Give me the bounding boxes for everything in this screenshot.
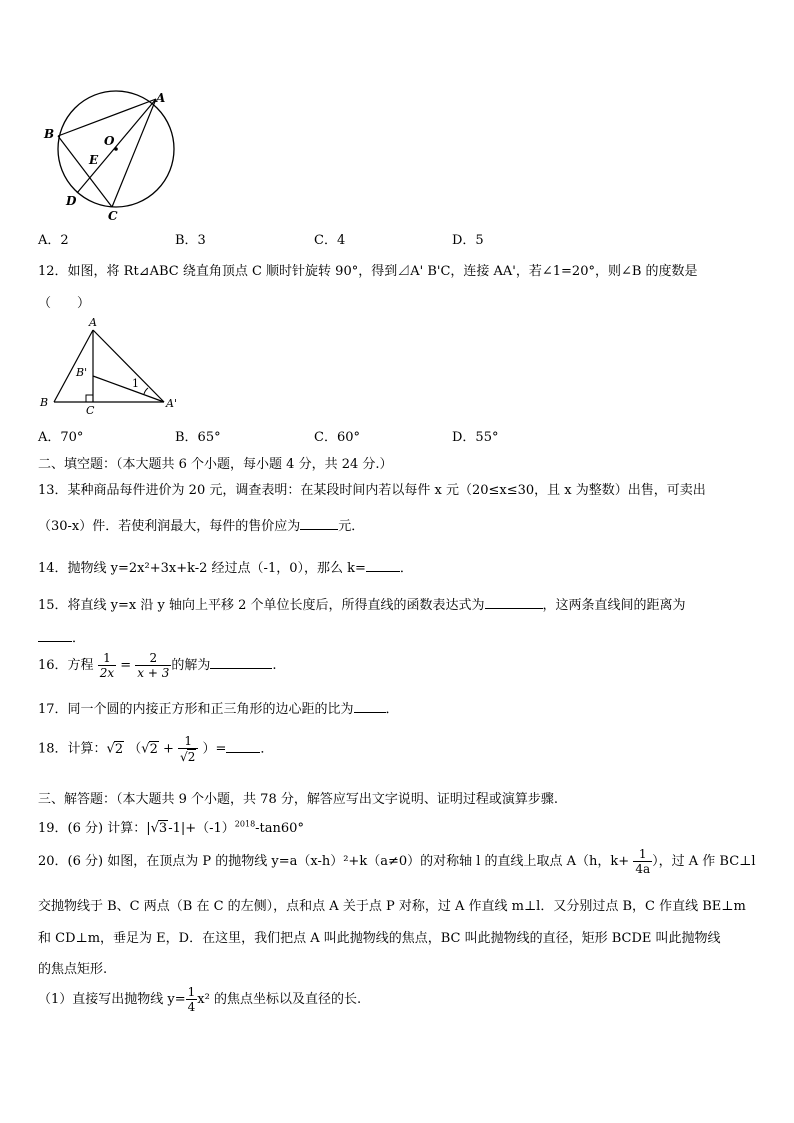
q12-option-b: B．65°: [175, 430, 221, 445]
q11-option-a: A．2: [38, 233, 69, 248]
label-O: O: [104, 134, 115, 148]
q11-option-d: D．5: [452, 233, 484, 248]
q11-option-b: B．3: [175, 233, 206, 248]
q20-part1: （1）直接写出抛物线 y= $\frac{1}{4}$ x² 的焦点坐标以及直径的长.: [38, 985, 362, 1014]
q11-option-c: C．4: [314, 233, 346, 248]
circle-figure: [34, 82, 184, 222]
fraction: $\frac{1}{√2}$: [178, 734, 198, 764]
q13-line2: （30-x）件．若使利润最大，每件的售价应为 元．: [38, 519, 365, 534]
section-2-heading: 二、填空题：（本大题共 6 个小题，每小题 4 分，共 24 分.）: [38, 457, 393, 472]
q18: 18．计算：√2 （√2 + $\frac{1}{√2}$ ）= ．: [38, 734, 274, 764]
q16: 16．方程 $\frac{1}{2x}$ = $\frac{2}{x + 3}$ 的解为 .: [38, 651, 277, 680]
label-1: 1: [132, 377, 139, 390]
q14: 14．抛物线 y=2x²+3x+k-2 经过点（-1，0），那么 k= ．: [38, 561, 413, 576]
fraction: $\frac{1}{4}$: [187, 985, 196, 1014]
q12-option-d: D．55°: [452, 430, 499, 445]
label-B-prime: B': [76, 366, 88, 379]
answer-blank[interactable]: [226, 752, 260, 753]
fraction: $\frac{1}{2x}$: [99, 651, 115, 680]
label-A: A: [89, 316, 97, 329]
label-C: C: [86, 404, 95, 417]
answer-blank[interactable]: [38, 641, 72, 642]
label-A: A: [156, 91, 166, 105]
q15-line2: ．: [38, 627, 85, 646]
answer-blank[interactable]: [210, 668, 272, 669]
label-B: B: [40, 396, 49, 409]
answer-blank[interactable]: [485, 608, 543, 609]
answer-blank[interactable]: [300, 529, 338, 530]
answer-blank[interactable]: [354, 712, 386, 713]
label-A-prime: A': [166, 397, 177, 410]
q20-line1: 20．(6 分) 如图，在顶点为 P 的抛物线 y=a（x-h）²+k（a≠0）的对称轴 l 的直线上取点 A（h，k+ $\frac{1}{4a}$ ），过 A 作 BC⊥l: [38, 847, 756, 876]
label-B: B: [44, 127, 55, 141]
fraction: $\frac{2}{x + 3}$: [137, 651, 170, 680]
q12-text: 12．如图，将 Rt⊿ABC 绕直角顶点 C 顺时针旋转 90°，得到⊿A' B'C，连接 AA'，若∠1=20°，则∠B 的度数是: [38, 264, 698, 279]
q15-line1: 15．将直线 y=x 沿 y 轴向上平移 2 个单位长度后，所得直线的函数表达式为 ，这两条直线间的距离为: [38, 598, 686, 613]
q20-line4: 的焦点矩形.: [38, 962, 108, 977]
answer-blank[interactable]: [366, 571, 400, 572]
label-C: C: [108, 209, 118, 222]
triangle-figure: [36, 314, 186, 418]
q12-paren: （ ）: [38, 296, 91, 311]
q20-line2: 交抛物线于 B、C 两点（B 在 C 的左侧），点和点 A 关于点 P 对称，过 A 作直线 m⊥l．又分别过点 B，C 作直线 BE⊥m: [38, 899, 746, 914]
q19: 19．(6 分) 计算：$|√3-1|+(-1)^{2018}-\tan 60^\circ$: [38, 819, 304, 836]
label-E: E: [89, 153, 99, 167]
label-D: D: [66, 194, 77, 208]
q13-line1: 13．某种商品每件进价为 20 元，调查表明：在某段时间内若以每件 x 元（20≤x≤30，且 x 为整数）出售，可卖出: [38, 483, 706, 498]
q12-option-c: C．60°: [314, 430, 360, 445]
section-3-heading: 三、解答题：（本大题共 9 个小题，共 78 分，解答应写出文字说明、证明过程或演算步骤.: [38, 792, 558, 807]
q20-line3: 和 CD⊥m，垂足为 E，D．在这里，我们把点 A 叫此抛物线的焦点，BC 叫此抛物线的直径，矩形 BCDE 叫此抛物线: [38, 931, 721, 946]
fraction: $\frac{1}{4a}$: [635, 847, 651, 876]
q12-option-a: A．70°: [38, 430, 84, 445]
q17: 17．同一个圆的内接正方形和正三角形的边心距的比为 ．: [38, 702, 399, 717]
